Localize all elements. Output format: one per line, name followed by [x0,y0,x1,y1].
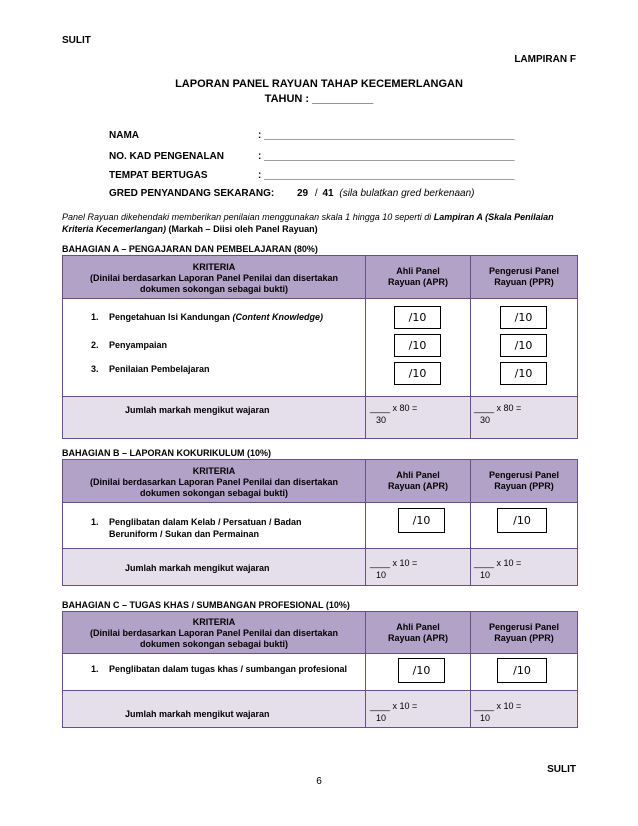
apr-score-box-b[interactable]: /10 [398,508,445,533]
calc-formula: ____ x 80 = [474,403,522,413]
calc-denominator: 10 [376,570,387,580]
document-title: LAPORAN PANEL RAYUAN TAHAP KECEMERLANGAN [175,78,463,90]
kriteria-header [63,460,366,503]
kriteria-subtitle: (Dinilai berdasarkan Laporan Panel Penilai dan disertakan dokumen sokongan sebagai bukti) [89,272,339,294]
section-c-apr-calc [370,700,417,724]
kad-pengenalan-label: NO. KAD PENGENALAN [109,151,225,162]
apr-score-box-3[interactable]: /10 [394,362,441,385]
apr-score-box-1[interactable]: /10 [394,306,441,329]
lampiran-label: LAMPIRAN F [514,54,576,65]
ppr-score-box-2[interactable]: /10 [500,334,547,357]
apr-header-label: Ahli Panel Rayuan (APR) [387,266,448,287]
calc-formula: ____ x 80 = [370,403,418,413]
calc-formula: ____ x 10 = [370,701,418,711]
ppr-score-box-c[interactable]: /10 [497,658,547,683]
gred-options [297,188,474,199]
gred-label: GRED PENYANDANG SEKARANG: [109,188,275,199]
section-a-title: BAHAGIAN A – PENGAJARAN DAN PEMBELAJARAN (80%) [62,244,318,254]
tempat-bertugas-field: : _____________________________________________ [258,170,515,181]
section-b-apr-calc [370,557,417,581]
gred-note: (sila bulatkan gred berkenaan) [339,188,475,199]
kriteria-title: KRITERIA [192,261,236,272]
apr-header [366,612,471,654]
sulit-top-label: SULIT [62,35,91,46]
section-b-title: BAHAGIAN B – LAPORAN KOKURIKULUM (10%) [62,448,272,458]
section-a-item-3 [91,364,371,374]
ppr-header [471,460,578,503]
calc-denominator: 10 [480,713,491,723]
kriteria-title: KRITERIA [192,465,236,476]
section-a-jumlah-label: Jumlah markah mengikut wajaran [125,405,270,415]
section-c-title: BAHAGIAN C – TUGAS KHAS / SUMBANGAN PROFESIONAL (10%) [62,600,350,610]
item-label: Penilaian Pembelajaran [109,364,210,374]
instruction-text [62,211,582,235]
calc-formula: ____ x 10 = [474,558,522,568]
page-number: 6 [316,776,322,787]
calc-formula: ____ x 10 = [370,558,418,568]
ppr-score-box-1[interactable]: /10 [500,306,547,329]
nama-label: NAMA [109,130,139,141]
ppr-header-label: Pengerusi Panel Rayuan (PPR) [488,266,560,287]
ppr-score-box-b[interactable]: /10 [497,508,547,533]
apr-header [366,460,471,503]
gred-separator: / [314,188,318,199]
section-b-item-1 [91,516,351,540]
ppr-header-label: Pengerusi Panel Rayuan (PPR) [488,621,560,643]
instruction-part1: Panel Rayuan dikehendaki memberikan penilaian menggunakan skala 1 hingga 10 seperti di [62,212,434,222]
item-number: 3. [91,364,99,374]
kad-pengenalan-field: : _____________________________________________ [258,151,515,162]
kriteria-subtitle: (Dinilai berdasarkan Laporan Panel Penilai dan disertakan dokumen sokongan sebagai bukti) [89,628,339,649]
kriteria-title: KRITERIA [192,617,236,627]
item-label-italic: (Content Knowledge) [232,312,324,322]
item-label: Penglibatan dalam Kelab / Persatuan / Badan Beruniform / Sukan dan Permainan [109,517,302,539]
instruction-part2: Lampiran A (Skala Penilaian Kriteria Kecemerlangan) [62,212,554,234]
nama-field: : _____________________________________________ [258,130,515,141]
gred-option-29: 29 [297,188,309,199]
item-number: 1. [91,517,99,527]
ppr-header-label: Pengerusi Panel Rayuan (PPR) [488,470,560,491]
item-label: Penglibatan dalam tugas khas / sumbangan profesional [109,664,348,674]
calc-denominator: 30 [376,415,387,425]
item-label: Penyampaian [109,340,168,350]
kriteria-subtitle: (Dinilai berdasarkan Laporan Panel Penilai dan disertakan dokumen sokongan sebagai bukti) [89,476,339,498]
section-c-jumlah-label: Jumlah markah mengikut wajaran [125,709,270,719]
tempat-bertugas-label: TEMPAT BERTUGAS [109,170,208,181]
calc-formula: ____ x 10 = [474,701,522,711]
apr-header [366,256,471,299]
kriteria-header [63,256,366,299]
apr-header-label: Ahli Panel Rayuan (APR) [387,621,448,643]
section-b-jumlah-label: Jumlah markah mengikut wajaran [125,563,270,573]
section-a-apr-calc [370,402,417,426]
section-a-item-2 [91,340,371,350]
apr-score-box-c[interactable]: /10 [398,658,445,683]
section-c-item-1 [91,664,376,674]
ppr-header [471,612,578,654]
jumlah-cell [63,397,366,439]
section-a-item-1 [91,312,371,322]
section-a-ppr-calc [474,402,521,426]
section-b-ppr-calc [474,557,521,581]
calc-denominator: 10 [376,713,387,723]
apr-header-label: Ahli Panel Rayuan (APR) [387,470,448,491]
apr-score-box-2[interactable]: /10 [394,334,441,357]
ppr-header [471,256,578,299]
sulit-bottom-label: SULIT [547,764,576,775]
gred-option-41: 41 [322,188,334,199]
tahun-field: TAHUN : __________ [264,93,374,105]
ppr-score-box-3[interactable]: /10 [500,362,547,385]
item-number: 2. [91,340,99,350]
section-c-ppr-calc [474,700,521,724]
item-label: Pengetahuan Isi Kandungan [109,312,233,322]
kriteria-header [63,612,366,654]
calc-denominator: 10 [480,570,491,580]
item-number: 1. [91,312,99,322]
item-number: 1. [91,664,99,674]
instruction-part3: (Markah – Diisi oleh Panel Rayuan) [166,224,318,234]
calc-denominator: 30 [480,415,491,425]
